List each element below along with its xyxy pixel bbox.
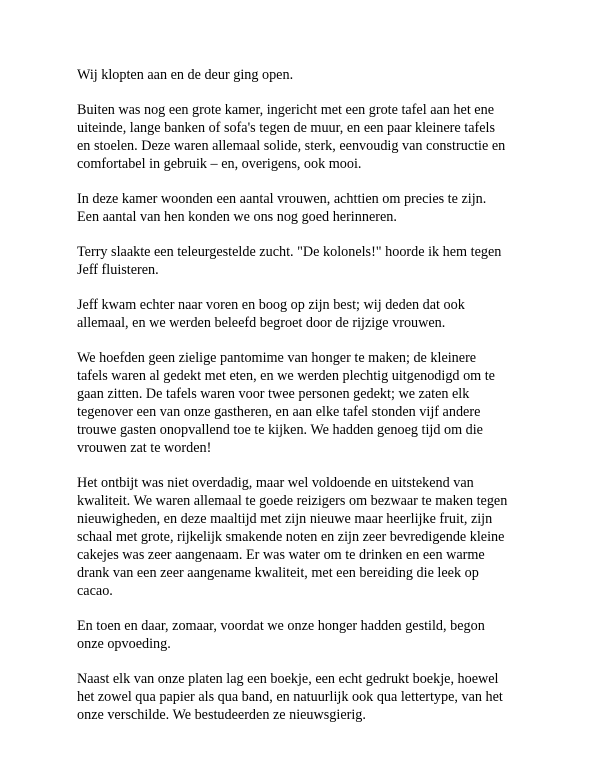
text-line: We hoefden geen zielige pantomime van honger te maken; de kleinere [77,350,477,366]
text-line: Jeff kwam echter naar voren en boog op zijn best; wij deden dat ook [77,297,465,313]
text-line: cakejes was zeer aangenaam. Er was water om te drinken en een warme [77,547,485,563]
paragraph-5 [77,296,537,332]
text-line: gaan zitten. De tafels waren voor twee personen gedekt; we zaten elk [77,386,470,402]
text-line: Het ontbijt was niet overdadig, maar wel voldoende en uitstekend van [77,475,474,491]
text-line: en stoelen. Deze waren allemaal solide, sterk, eenvoudig van constructie en [77,138,506,154]
paragraph-9 [77,670,537,724]
text-line: In deze kamer woonden een aantal vrouwen, achttien om precies te zijn. [77,191,487,207]
text-line: allemaal, en we werden beleefd begroet door de rijzige vrouwen. [77,315,446,331]
text-line: Buiten was nog een grote kamer, ingericht met een grote tafel aan het ene [77,102,494,118]
paragraph-1 [77,66,537,84]
text-line: Een aantal van hen konden we ons nog goed herinneren. [77,209,397,225]
paragraph-7 [77,474,537,600]
paragraph-8 [77,617,537,653]
text-line: trouwe gasten onopvallend toe te kijken. We hadden genoeg tijd om die [77,422,483,438]
text-line: tegenover een van onze gastheren, en aan elke tafel stonden vijf andere [77,404,481,420]
body-text [77,66,537,741]
text-line: het zowel qua papier als qua band, en natuurlijk ook qua lettertype, van het [77,689,503,705]
text-line: Wij klopten aan en de deur ging open. [77,67,294,83]
paragraph-6 [77,349,537,457]
paragraph-4 [77,243,537,279]
text-line: uiteinde, lange banken of sofa's tegen de muur, en een paar kleinere tafels [77,120,495,136]
text-line: Jeff fluisteren. [77,262,159,278]
text-line: Terry slaakte een teleurgestelde zucht. "De kolonels!" hoorde ik hem tegen [77,244,502,260]
text-line: nieuwigheden, en deze maaltijd met zijn nieuwe maar heerlijke fruit, zijn [77,511,493,527]
text-line: vrouwen zat te worden! [77,440,212,456]
text-line: schaal met grote, rijkelijk smakende noten en zijn zeer bevredigende kleine [77,529,505,545]
text-line: En toen en daar, zomaar, voordat we onze honger hadden gestild, begon [77,618,485,634]
text-line: drank van een zeer aangename kwaliteit, met een bereiding die leek op [77,565,479,581]
text-line: onze opvoeding. [77,636,171,652]
text-line: cacao. [77,583,113,599]
text-line: tafels waren al gedekt met eten, en we werden plechtig uitgenodigd om te [77,368,495,384]
paragraph-3 [77,190,537,226]
text-line: onze verschilde. We bestudeerden ze nieuwsgierig. [77,707,366,723]
text-line: kwaliteit. We waren allemaal te goede reizigers om bezwaar te maken tegen [77,493,508,509]
text-line: comfortabel in gebruik – en, overigens, ook mooi. [77,156,362,172]
paragraph-2 [77,101,537,173]
text-line: Naast elk van onze platen lag een boekje, een echt gedrukt boekje, hoewel [77,671,499,687]
